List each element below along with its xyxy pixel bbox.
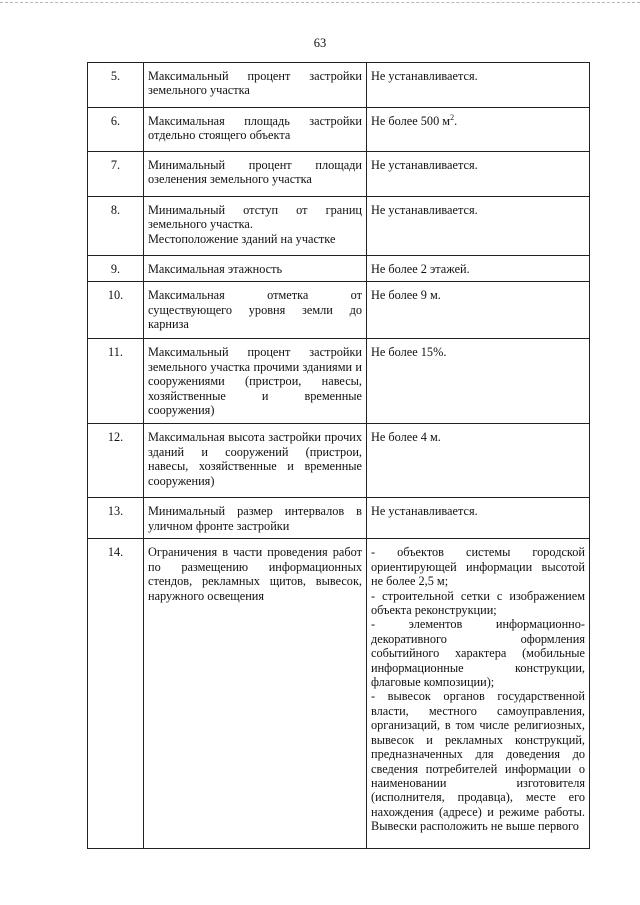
page-top-edge [0,2,640,3]
regulations-table [87,62,590,849]
row-number: 9. [88,256,144,282]
parameter-name: Максимальная отметка от существующего уровня земли до карниза [144,282,367,339]
parameter-name: Максимальная высота застройки прочих зданий и сооружений (пристрои, навесы, хозяйственные и временные сооружения) [144,424,367,498]
value-suffix: . [454,114,458,128]
row-number: 14. [88,539,144,849]
parameter-value: Не более 9 м. [367,282,590,339]
parameter-value [367,539,590,849]
row-number: 7. [88,152,144,197]
restriction-item: - вывесок органов государственной власти, местного самоуправления, организаций, в том числе религиозных, вывесок и рекламных конструкций, предназначенных для доведения до сведения потребителей информации о наименовании изготовителя (исполнителя, продавца), месте его нахождения (адресе) и режиме работы. Вывески расположить не выше первого [371,689,585,834]
parameter-value: Не устанавливается. [367,498,590,539]
table-row [88,152,590,197]
table-row [88,108,590,152]
value-superscript: 2 [450,112,455,122]
parameter-name: Максимальный процент застройки земельного участка прочими зданиями и сооружениями (пристрои, навесы, хозяйственные и временные сооружения) [144,339,367,424]
parameter-value: Не устанавливается. [367,63,590,108]
row-number: 13. [88,498,144,539]
table-row [88,539,590,849]
parameter-value [367,108,590,152]
page-number: 63 [313,36,327,50]
row-number: 11. [88,339,144,424]
parameter-value: Не устанавливается. [367,152,590,197]
row-number: 5. [88,63,144,108]
parameter-value: Не более 2 этажей. [367,256,590,282]
parameter-name-line: Минимальный отступ от границ земельного участка. [148,203,362,232]
parameter-name: Ограничения в части проведения работ по размещению информационных стендов, рекламных щитов, вывесок, наружного освещения [144,539,367,849]
parameter-value: Не устанавливается. [367,197,590,256]
table-row [88,63,590,108]
table-row [88,498,590,539]
restriction-item: - элементов информационно-декоративного оформления событийного характера (мобильные информационные конструкции, флаговые композиции); [371,617,585,690]
table-row [88,424,590,498]
table-row [88,282,590,339]
parameter-value: Не более 4 м. [367,424,590,498]
parameter-name: Максимальная этажность [144,256,367,282]
table-row [88,339,590,424]
row-number: 10. [88,282,144,339]
table-row [88,256,590,282]
parameter-name: Минимальный процент площади озеленения земельного участка [144,152,367,197]
parameter-name: Минимальный размер интервалов в уличном фронте застройки [144,498,367,539]
table-row [88,197,590,256]
restriction-item: - объектов системы городской ориентирующей информации высотой не более 2,5 м; [371,545,585,589]
row-number: 12. [88,424,144,498]
parameter-name: Максимальный процент застройки земельного участка [144,63,367,108]
row-number: 8. [88,197,144,256]
restriction-item: - строительной сетки с изображением объекта реконструкции; [371,588,585,618]
row-number: 6. [88,108,144,152]
parameter-name [144,197,367,256]
parameter-value: Не более 15%. [367,339,590,424]
parameter-name: Максимальная площадь застройки отдельно стоящего объекта [144,108,367,152]
value-text: Не более 500 м [371,114,451,128]
parameter-name-line: Местоположение зданий на участке [148,231,336,246]
